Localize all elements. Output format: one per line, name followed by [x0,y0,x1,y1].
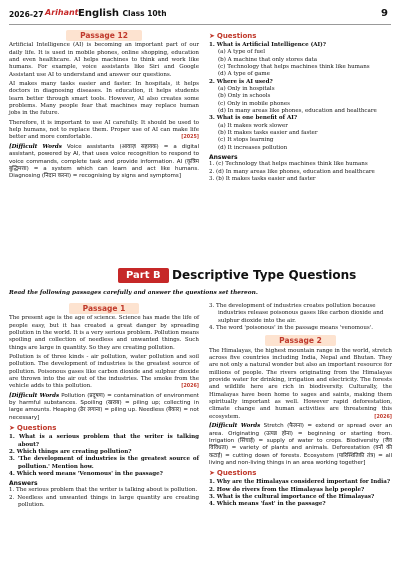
passage-12 [9,30,199,266]
difficult-words-label: [Difficult Words [9,143,62,150]
passage-paragraph: Therefore, it is important to use AI carefully. It should be used to help humans, not to replace them. Proper use of AI can make life better and more comfortable. [2025] [9,119,199,141]
answer-item: 2. Needless and unwanted things in large quantity are creating pollution. [9,494,199,508]
answers-heading: Answers [9,480,38,488]
instruction-text: Read the following passages carefully and answer the questions set thereon. [9,290,258,296]
question-item: 2. Which things are creating pollution? [9,448,132,455]
part-label: Part B [118,268,169,283]
answer-item: 1. The serious problem that the writer is talking about is pollution. [9,487,198,494]
year-tag: [2026] [374,414,392,420]
passage-paragraph: The present age is the age of science. Science has made the life of people easy, but it has created a great danger by spreading pollution in the world. It is a very serious problem. Pollution means spoiling and collection of needless and unwanted things. Such things are large in quantity. So they are creating pollution. [9,315,199,351]
difficult-words: [Difficult Words Stretch (फैलना) = extend or spread over an area. Originating (उत्पन्न होना) = beginning or starting from. Irrigation (सिंचाई) = supply of water to crops. Biodiversity (जैव विविधता) = variety of plants and animals. Deforestation (वनों की कटाई) = cutting down of forests. Ecosystem (पारिस्थितिकी तंत्र) = all living and non-living things in an area working together] [209,423,392,466]
subject-name: English [78,8,120,19]
difficult-words: [Difficult Words Pollution (प्रदूषण) = contamination of environment by harmful substances. Spoiling (खराब) = piling up; collecting in large amounts. Heaping (ढेर लगाना) = piling up. Needless (बेकार) = not necessary] [9,392,199,421]
difficult-words-label: [Difficult Words [209,423,261,430]
question-item: 3. 'The development of industries is the greatest source of pollution.' Mention how. [9,456,199,470]
header-divider [9,24,391,25]
passage-2-column [209,303,392,561]
arrow-icon: ➤ [209,32,215,40]
year-tag: [2026] [181,384,199,390]
questions-heading: ➤ Questions [209,469,257,478]
passage-title: Passage 12 [9,30,199,41]
class-label: Class 10th [122,9,167,18]
passage-paragraph: Pollution is of three kinds - air pollution, water pollution and soil pollution. The development of industries is the greatest source of pollution. Poisonous gases like carbon dioxide and sulphur dioxide are thrown into the air out of the industries. The smoke from the vehicle adds to this pollution. [2026] [9,354,199,390]
subject-title [78,8,167,19]
questions-heading: ➤ Questions [9,424,57,433]
question-item: 1. What is a serious problem that the writer is talking about? [9,434,199,448]
passage-1 [9,303,199,561]
arrow-icon: ➤ [209,469,215,478]
answer-item: 4. The word 'poisonous' in the passage means 'venomous'. [209,325,374,332]
questions-heading: ➤ Questions [209,32,257,40]
passage-paragraph: Artificial Intelligence (AI) is becoming an important part of our daily life. It is used in mobile phones, online shopping, education and even healthcare. AI helps machines to think and work like humans. For example, voice assistants like Siri and Google Assistant use AI to understand and answer our questions. [9,42,199,78]
brand-logo: Arihant [45,8,79,17]
passage-12-questions [209,30,392,266]
difficult-words-label: [Difficult Words [9,392,60,399]
section-title: Descriptive Type Questions [172,268,357,282]
answer-item: 3. (b) It makes tasks easier and faster [209,175,316,182]
page-header [0,0,400,30]
question-item: 3. What is the cultural importance of the Himalayas? [209,493,375,500]
answer-item: 1. (c) Technology that helps machines think like humans [209,161,368,168]
question-item: 4. Which means 'fast' in the passage? [209,501,326,508]
answers-heading: Answers [209,154,238,162]
answer-item: 2. (d) In many areas like phones, education and healthcare [209,168,375,175]
year-tag: [2025] [181,135,199,141]
question-item: 2. Where is AI used? (a) Only in hospitals (b) Only in schools (c) Only in mobile phones (d) In many areas like phones, education and healthcare [209,78,377,115]
passage-paragraph: The Himalayas, the highest mountain range in the world, stretch across five countries including India, Nepal and Bhutan. They are not only a natural wonder but also an important resource for millions of people. The rivers originating from the Himalayas provide water for drinking, irrigation and electricity. The forests and wildlife here are rich in biodiversity. Culturally, the Himalayas have been home to sages and saints, making them spiritually important as well. However rapid deforestation, climate change and human activities are threatening this ecosystem. [2026] [209,347,392,420]
part-b-banner [0,267,400,287]
question-item: 1. What is Artificial Intelligence (AI)? (a) A type of fuel (b) A machine that only stores data (c) Technology that helps machines think like humans (d) A type of game [209,42,370,78]
page-number: 9 [381,8,388,19]
question-item: 4. Which word means 'Venomous' in the passage? [9,470,163,477]
difficult-words: [Difficult Words Voice assistants (आवाज़ सहायक) = a digital assistant, powered by AI, that uses voice recognition to respond to voice commands, complete task and provide information. AI (कृत्रिम बुद्धिमत्ता) = a system which can learn and act like humans. Diagnosing (निदान करना) = recognising by signs and symptoms] [9,143,199,180]
arrow-icon: ➤ [9,424,15,433]
question-item: 3. What is one benefit of AI? (a) It makes work slower (b) It makes tasks easier and faster (c) It stops learning (d) It increases pollution [209,115,318,151]
question-item: 2. How do rivers from the Himalayas help people? [209,486,365,493]
passage-title: Passage 1 [9,303,199,314]
edition-year: 2026-27 [9,10,44,19]
answer-item: 3. The development of industries creates pollution because industries release poisonous gases like carbon dioxide and sulphur dioxide into the air. [209,303,384,324]
question-item: 1. Why are the Himalayas considered important for India? [209,479,391,486]
passage-paragraph: AI makes many tasks easier and faster. In hospitals, it helps doctors in diagnosing diseases. In education, it helps students learn better through smart tools. However, AI also creates some problems. Many people fear that machines may replace human jobs in the future. [9,81,199,117]
passage-title: Passage 2 [209,335,392,346]
